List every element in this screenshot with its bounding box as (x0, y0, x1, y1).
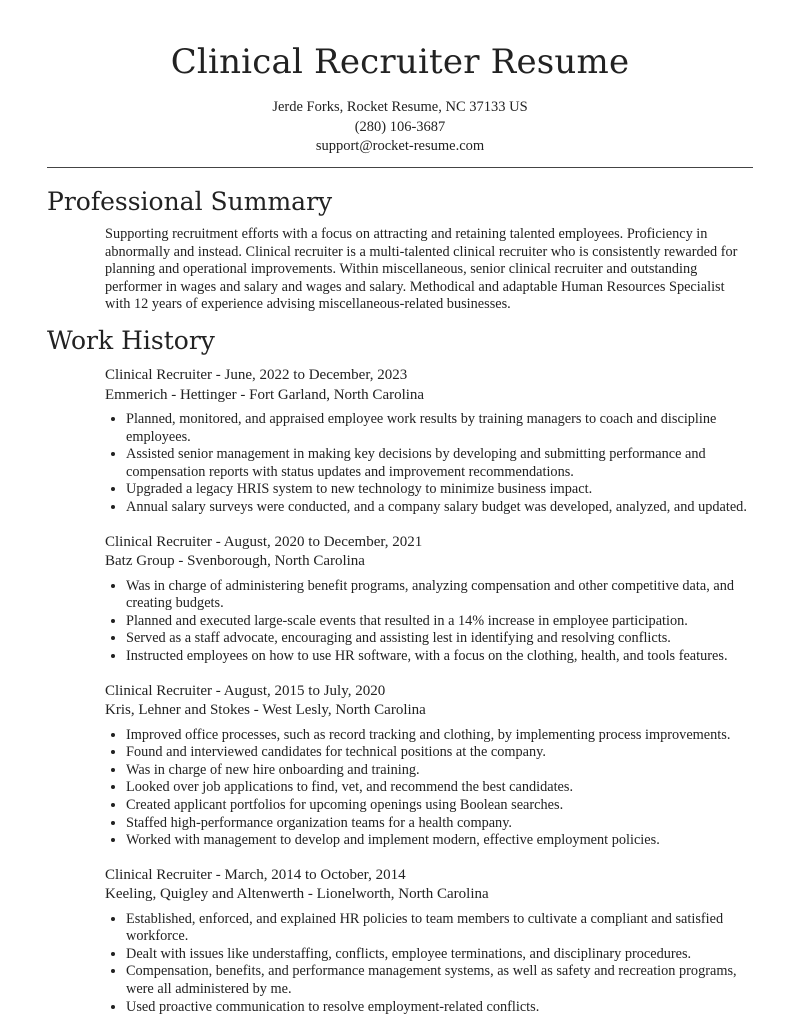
list-item: • Planned, monitored, and appraised employee work results by training managers to coach and discipline employees. (126, 411, 753, 446)
job-entry (105, 866, 753, 1017)
job-location: Lionelworth, North Carolina (316, 886, 489, 903)
job-bullets (105, 411, 753, 517)
list-item: • Looked over job applications to find, vet, and recommend the best candidates. (126, 779, 753, 797)
work-history-section (47, 325, 753, 1016)
list-item: • Was in charge of new hire onboarding and training. (126, 762, 753, 780)
list-item: • Improved office processes, such as record tracking and clothing, by implementing process improvements. (126, 727, 753, 745)
job-title: Clinical Recruiter (105, 866, 213, 883)
professional-summary-section (47, 186, 753, 314)
job-company: Emmerich - Hettinger (105, 386, 237, 403)
job-dates: August, 2015 to July, 2020 (223, 682, 386, 699)
list-item: • Compensation, benefits, and performance management systems, as well as safety and recreation programs, were all administered by me. (126, 963, 753, 998)
job-company: Batz Group (105, 553, 175, 570)
job-company: Keeling, Quigley and Altenwerth (105, 886, 305, 903)
job-title: Clinical Recruiter (105, 367, 213, 383)
job-dates: August, 2020 to December, 2021 (223, 533, 423, 550)
list-item: • Was in charge of administering benefit programs, analyzing compensation and other competitive data, and creating budgets. (126, 578, 753, 613)
contact-address: Jerde Forks, Rocket Resume, NC 37133 US (272, 99, 528, 115)
job-location: Fort Garland, North Carolina (249, 386, 425, 403)
job-company: Kris, Lehner and Stokes (105, 702, 250, 719)
list-item: • Established, enforced, and explained HR policies to team members to cultivate a compliant and satisfied workforce. (126, 911, 753, 946)
job-company-line: Keeling, Quigley and Altenwerth - Lionelworth, North Carolina (105, 886, 489, 903)
job-title: Clinical Recruiter (105, 533, 213, 550)
list-item: • Upgraded a legacy HRIS system to new technology to minimize business impact. (126, 481, 753, 499)
summary-text: Supporting recruitment efforts with a focus on attracting and retaining talented employees. Proficiency in abnormally and instead. Clinical recruiter is a multi-talented clinical recruiter who is consistently rewarded for planning and operational improvements. Within miscellaneous, senior clinical recruiter and outstanding performer in wages and salary and wages and salary. Methodical and adaptable Human Resources Specialist with 12 years of experience advising miscellaneous-related businesses. (105, 226, 738, 313)
list-item: • Created applicant portfolios for upcoming openings using Boolean searches. (126, 797, 753, 815)
list-item: • Planned and executed large-scale events that resulted in a 14% increase in employee participation. (126, 613, 753, 631)
job-title-line: Clinical Recruiter - August, 2015 to July, 2020 (105, 682, 386, 699)
job-bullets (105, 578, 753, 666)
resume-header (0, 0, 800, 157)
job-company-line: Emmerich - Hettinger - Fort Garland, North Carolina (105, 386, 425, 403)
job-location: Svenborough, North Carolina (187, 553, 365, 570)
job-title-line: Clinical Recruiter - June, 2022 to December, 2023 (105, 367, 408, 383)
job-company-line: Kris, Lehner and Stokes - West Lesly, North Carolina (105, 702, 426, 719)
job-entry (105, 533, 753, 666)
list-item: • Found and interviewed candidates for technical positions at the company. (126, 744, 753, 762)
job-dates: June, 2022 to December, 2023 (224, 367, 408, 383)
header-divider (47, 167, 753, 168)
job-title-line: Clinical Recruiter - March, 2014 to October, 2014 (105, 866, 406, 883)
job-title: Clinical Recruiter (105, 682, 213, 699)
job-title-line: Clinical Recruiter - August, 2020 to December, 2021 (105, 533, 423, 550)
list-item: • Annual salary surveys were conducted, and a company salary budget was developed, analyzed, and updated. (126, 499, 753, 517)
job-entry (105, 682, 753, 850)
section-title-summary: Professional Summary (47, 187, 333, 216)
page-title: Clinical Recruiter Resume (170, 42, 630, 82)
list-item: • Worked with management to develop and implement modern, effective employment policies. (126, 832, 753, 850)
job-bullets (105, 911, 753, 1017)
list-item: • Instructed employees on how to use HR software, with a focus on the clothing, health, and tools features. (126, 648, 753, 666)
contact-email[interactable]: support@rocket-resume.com (315, 138, 485, 154)
list-item: • Staffed high-performance organization teams for a health company. (126, 815, 753, 833)
job-location: West Lesly, North Carolina (262, 702, 426, 719)
job-dates: March, 2014 to October, 2014 (224, 866, 406, 883)
list-item: • Used proactive communication to resolve employment-related conflicts. (126, 999, 753, 1017)
job-bullets (105, 727, 753, 850)
job-entry (105, 366, 753, 517)
job-company-line: Batz Group - Svenborough, North Carolina (105, 553, 365, 570)
list-item: • Dealt with issues like understaffing, conflicts, employee terminations, and disciplinary procedures. (126, 946, 753, 964)
contact-phone: (280) 106-3687 (354, 118, 446, 135)
list-item: • Assisted senior management in making key decisions by developing and submitting performance and compensation reports with status updates and improvement recommendations. (126, 446, 753, 481)
list-item: • Served as a staff advocate, encouraging and assisting lest in identifying and resolving conflicts. (126, 630, 753, 648)
section-title-work-history: Work History (47, 326, 215, 355)
